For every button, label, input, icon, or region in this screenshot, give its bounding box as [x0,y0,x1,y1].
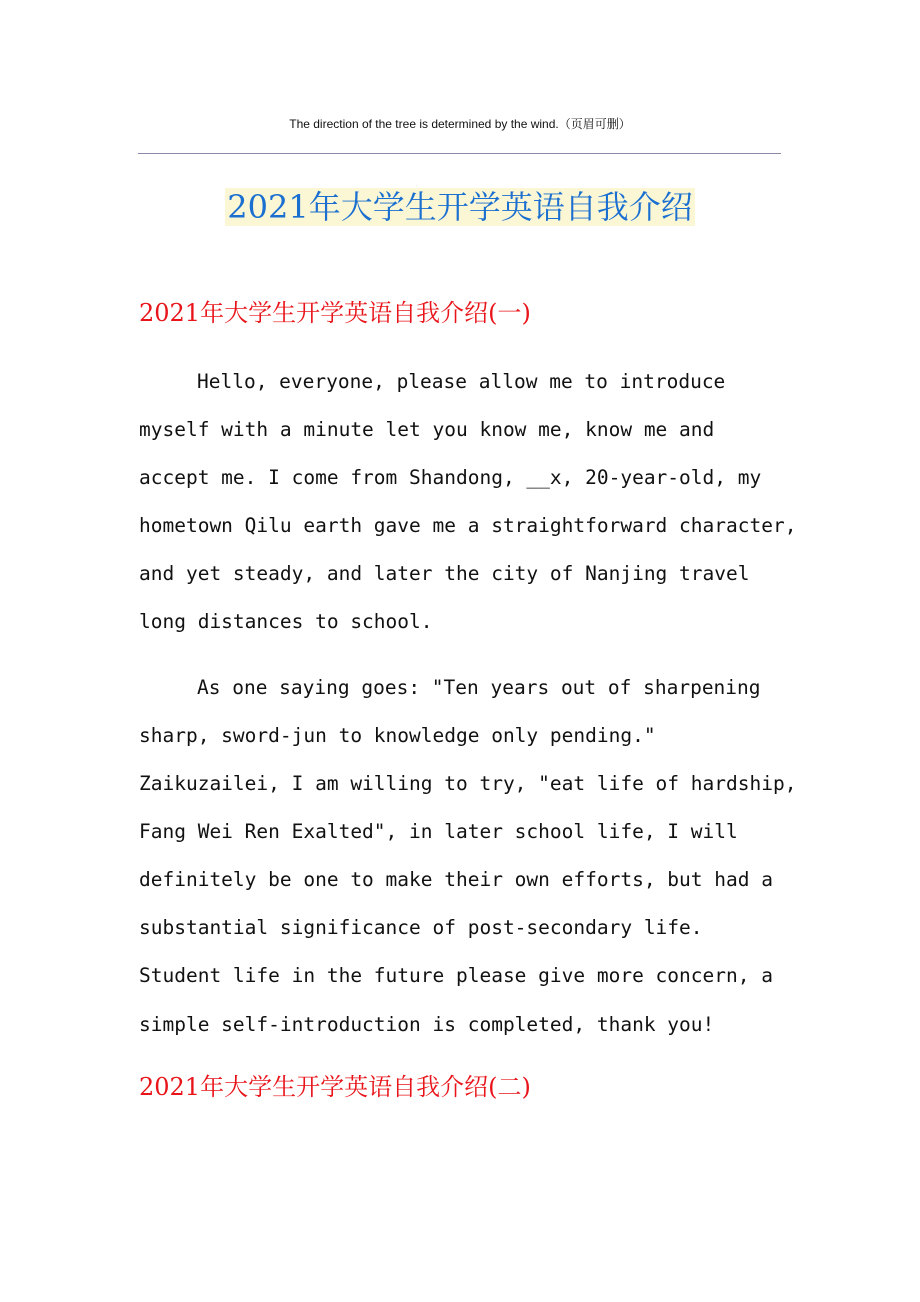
paragraph-line: Zaikuzailei, I am willing to try, "eat life of hardship, [139,772,797,795]
paragraph-line: sharp, sword-jun to knowledge only pending." [139,724,656,747]
paragraph-line: and yet steady, and later the city of Nanjing travel [139,562,750,585]
document-title [0,185,920,236]
header-divider [138,153,781,154]
document-title-text: 2021年大学生开学英语自我介绍 [227,188,693,226]
paragraph-line: simple self-introduction is completed, thank you! [139,1013,715,1036]
paragraph-line: As one saying goes: "Ten years out of sharpening [197,676,761,699]
paragraph-line: Hello, everyone, please allow me to introduce [197,370,726,393]
paragraph-line: definitely be one to make their own efforts, but had a [139,868,773,891]
paragraph-line: hometown Qilu earth gave me a straightforward character, [139,514,797,537]
paragraph-line: substantial significance of post-secondary life. [139,916,703,939]
page-header-text: The direction of the tree is determined by the wind.（页眉可删） [289,117,631,131]
section-heading-1: 2021年大学生开学英语自我介绍(一) [139,299,531,327]
section-heading-2: 2021年大学生开学英语自我介绍(二) [139,1073,531,1101]
paragraph-line: myself with a minute let you know me, know me and [139,418,715,441]
paragraph-line: Student life in the future please give more concern, a [139,964,773,987]
paragraph-line: accept me. I come from Shandong, __x, 20-year-old, my [139,466,762,489]
paragraph-line: Fang Wei Ren Exalted", in later school life, I will [139,820,738,843]
paragraph-line: long distances to school. [139,610,433,633]
